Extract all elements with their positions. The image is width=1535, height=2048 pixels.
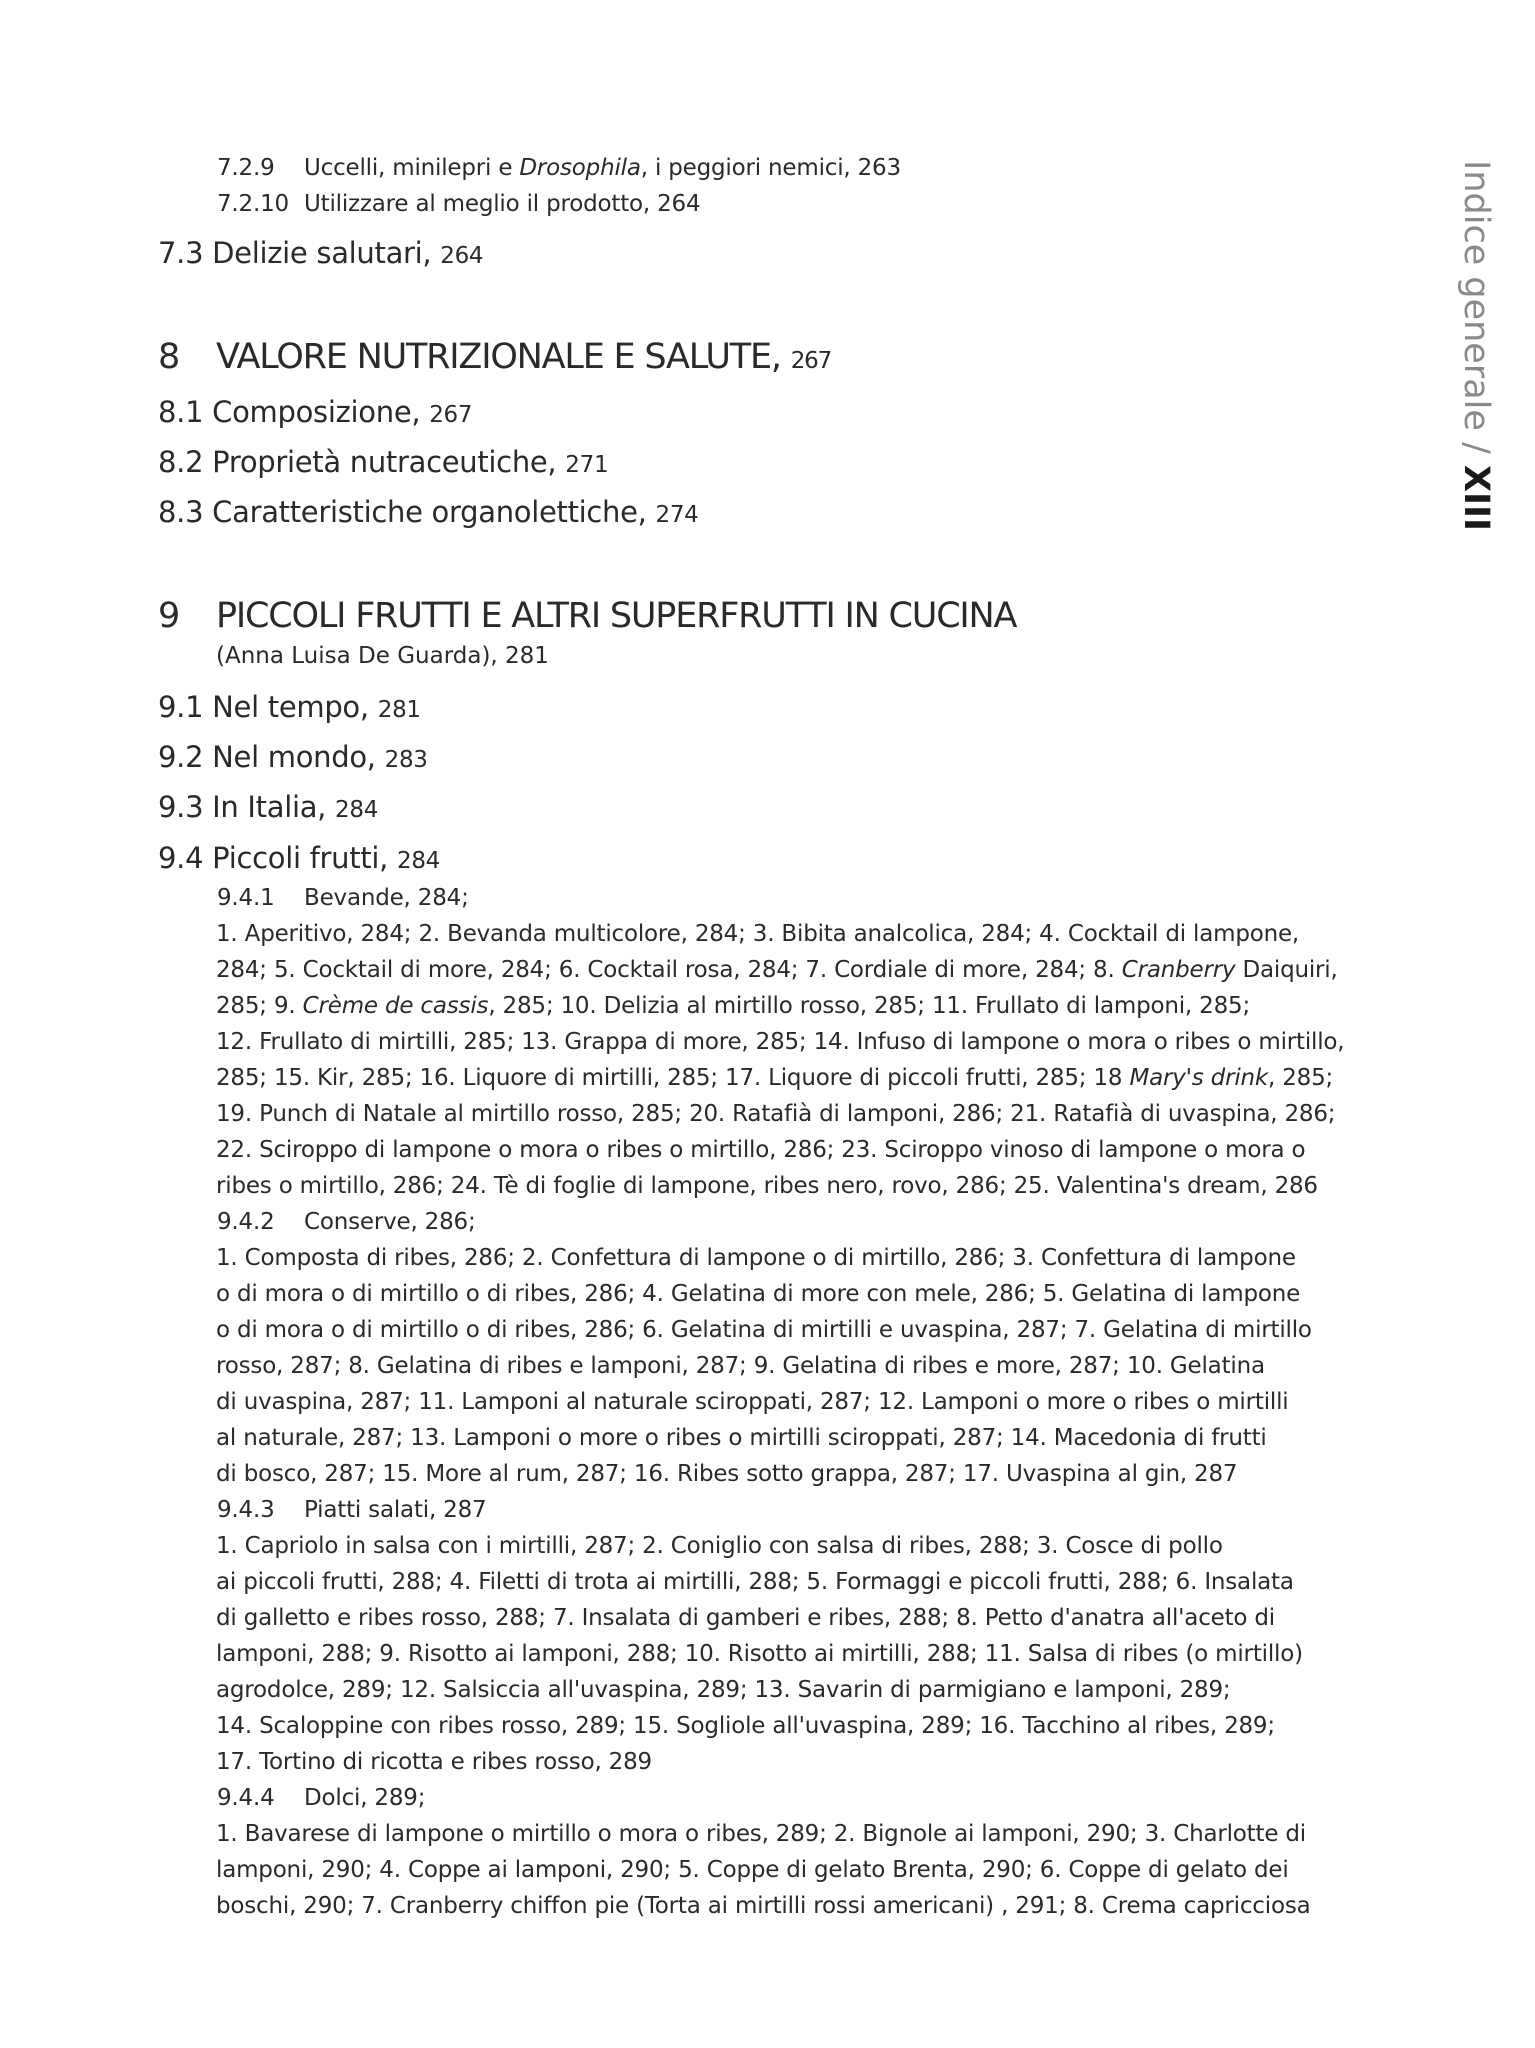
entry-number: 7.2.10 bbox=[217, 191, 289, 217]
entry-title: Nel mondo, bbox=[212, 740, 376, 774]
entry-page: 284 bbox=[335, 797, 379, 823]
entry-title: Proprietà nutraceutiche, bbox=[212, 445, 557, 479]
recipe-line: o di mora o di mirtillo o di ribes, 286; 4. Gelatina di more con mele, 286; 5. Gelatina di lampone bbox=[216, 1281, 1301, 1307]
entry-title: Nel tempo, bbox=[212, 690, 369, 724]
running-header bbox=[1452, 160, 1496, 532]
entry-title: Piatti salati, 287 bbox=[304, 1497, 487, 1523]
entry-page: 281 bbox=[377, 697, 421, 723]
recipe-line: 19. Punch di Natale al mirtillo rosso, 285; 20. Ratafià di lamponi, 286; 21. Ratafià di uvaspina, 286; bbox=[216, 1101, 1336, 1127]
toc-chapter-9 bbox=[158, 596, 1016, 636]
entry-page: 271 bbox=[565, 452, 609, 478]
entry-title: Uccelli, minilepri e bbox=[304, 155, 520, 181]
toc-entry-9-4-1 bbox=[217, 885, 469, 911]
entry-number: 9.4.1 bbox=[217, 885, 275, 911]
entry-title: Dolci, 289; bbox=[304, 1785, 426, 1811]
toc-entry-7-3 bbox=[158, 236, 483, 270]
chapter-title: PICCOLI FRUTTI E ALTRI SUPERFRUTTI IN CUCINA bbox=[216, 596, 1017, 636]
recipe-line: 285; 15. Kir, 285; 16. Liquore di mirtilli, 285; 17. Liquore di piccoli frutti, 285; 18 Mary's drink, 285; bbox=[216, 1065, 1334, 1091]
entry-number: 9.1 bbox=[158, 690, 204, 724]
recipe-line: 1. Bavarese di lampone o mirtillo o mora o ribes, 289; 2. Bignole ai lamponi, 290; 3. Charlotte di bbox=[216, 1821, 1306, 1847]
recipe-line: 285; 9. Crème de cassis, 285; 10. Delizia al mirtillo rosso, 285; 11. Frullato di lamponi, 285; bbox=[216, 993, 1251, 1019]
recipe-line: lamponi, 288; 9. Risotto ai lamponi, 288; 10. Risotto ai mirtilli, 288; 11. Salsa di ribes (o mirtillo) bbox=[216, 1641, 1303, 1667]
entry-number: 9.4.3 bbox=[217, 1497, 275, 1523]
recipe-line: di galletto e ribes rosso, 288; 7. Insalata di gamberi e ribes, 288; 8. Petto d'anatra all'aceto di bbox=[216, 1605, 1275, 1631]
entry-number: 8.2 bbox=[158, 445, 204, 479]
entry-number: 7.3 bbox=[158, 236, 204, 270]
page-number: XIII bbox=[1456, 465, 1496, 532]
recipe-line: o di mora o di mirtillo o di ribes, 286; 6. Gelatina di mirtilli e uvaspina, 287; 7. Gelatina di mirtillo bbox=[216, 1317, 1312, 1343]
entry-number: 7.2.9 bbox=[217, 155, 275, 181]
toc-entry-9-4-2 bbox=[217, 1209, 476, 1235]
recipe-line: 12. Frullato di mirtilli, 285; 13. Grappa di more, 285; 14. Infuso di lampone o mora o ribes o mirtillo, bbox=[216, 1029, 1345, 1055]
toc-entry-8-2 bbox=[158, 445, 608, 479]
entry-title: Caratteristiche organolettiche, bbox=[212, 495, 647, 529]
toc-entry-9-4-4 bbox=[217, 1785, 425, 1811]
entry-number: 9.3 bbox=[158, 790, 204, 824]
running-header-separator: / bbox=[1456, 442, 1496, 454]
recipe-line: al naturale, 287; 13. Lamponi o more o ribes o mirtilli sciroppati, 287; 14. Macedonia di frutti bbox=[216, 1425, 1267, 1451]
recipe-line: 14. Scaloppine con ribes rosso, 289; 15. Sogliole all'uvaspina, 289; 16. Tacchino al ribes, 289; bbox=[216, 1713, 1275, 1739]
entry-number: 9.4.4 bbox=[217, 1785, 275, 1811]
entry-title: Piccoli frutti, bbox=[212, 841, 389, 875]
entry-number: 9.4.2 bbox=[217, 1209, 275, 1235]
toc-entry-7-2-9 bbox=[217, 155, 901, 181]
recipe-line: lamponi, 290; 4. Coppe ai lamponi, 290; 5. Coppe di gelato Brenta, 290; 6. Coppe di gelato dei bbox=[216, 1857, 1289, 1883]
entry-title: Conserve, 286; bbox=[304, 1209, 476, 1235]
recipe-line: 1. Aperitivo, 284; 2. Bevanda multicolore, 284; 3. Bibita analcolica, 284; 4. Cocktail di lampone, bbox=[216, 921, 1300, 947]
toc-chapter-8 bbox=[158, 337, 831, 377]
entry-number: 9.4 bbox=[158, 841, 204, 875]
toc-entry-9-4-3 bbox=[217, 1497, 486, 1523]
recipe-line: 1. Capriolo in salsa con i mirtilli, 287; 2. Coniglio con salsa di ribes, 288; 3. Cosce di pollo bbox=[216, 1533, 1223, 1559]
entry-page: 283 bbox=[384, 747, 428, 773]
entry-title: In Italia, bbox=[212, 790, 327, 824]
chapter-number: 8 bbox=[158, 337, 180, 377]
entry-page: 274 bbox=[655, 502, 699, 528]
chapter-page: 267 bbox=[790, 348, 832, 374]
entry-title-italic: Drosophila bbox=[519, 155, 641, 181]
recipe-line: ai piccoli frutti, 288; 4. Filetti di trota ai mirtilli, 288; 5. Formaggi e piccoli frutti, 288; 6. Insalata bbox=[216, 1569, 1294, 1595]
entry-page: 267 bbox=[429, 402, 473, 428]
entry-title: Utilizzare al meglio il prodotto, 264 bbox=[304, 191, 701, 217]
entry-number: 8.1 bbox=[158, 395, 204, 429]
toc-entry-9-2 bbox=[158, 740, 428, 774]
recipe-line: 1. Composta di ribes, 286; 2. Confettura di lampone o di mirtillo, 286; 3. Confettura di lampone bbox=[216, 1245, 1296, 1271]
entry-number: 8.3 bbox=[158, 495, 204, 529]
entry-page: 264 bbox=[440, 243, 484, 269]
chapter-title: VALORE NUTRIZIONALE E SALUTE, bbox=[216, 337, 781, 377]
entry-number: 9.2 bbox=[158, 740, 204, 774]
toc-entry-9-4 bbox=[158, 841, 440, 875]
chapter-author: (Anna Luisa De Guarda), 281 bbox=[216, 643, 549, 669]
entry-title-tail: , i peggiori nemici, 263 bbox=[640, 155, 901, 181]
recipe-line: rosso, 287; 8. Gelatina di ribes e lamponi, 287; 9. Gelatina di ribes e more, 287; 10. Gelatina bbox=[216, 1353, 1265, 1379]
entry-title: Bevande, 284; bbox=[304, 885, 469, 911]
toc-entry-9-1 bbox=[158, 690, 421, 724]
recipe-line: boschi, 290; 7. Cranberry chiffon pie (Torta ai mirtilli rossi americani) , 291; 8. Crema capricciosa bbox=[216, 1893, 1311, 1919]
recipe-line: 284; 5. Cocktail di more, 284; 6. Cocktail rosa, 284; 7. Cordiale di more, 284; 8. Cranberry Daiquiri, bbox=[216, 957, 1338, 983]
recipe-line: 22. Sciroppo di lampone o mora o ribes o mirtillo, 286; 23. Sciroppo vinoso di lampone o mora o bbox=[216, 1137, 1306, 1163]
chapter-number: 9 bbox=[158, 596, 180, 636]
recipe-line: agrodolce, 289; 12. Salsiccia all'uvaspina, 289; 13. Savarin di parmigiano e lamponi, 289; bbox=[216, 1677, 1231, 1703]
running-header-title: Indice generale bbox=[1456, 160, 1496, 431]
entry-page: 284 bbox=[396, 848, 440, 874]
recipe-line: di uvaspina, 287; 11. Lamponi al naturale sciroppati, 287; 12. Lamponi o more o ribes o mirtilli bbox=[216, 1389, 1289, 1415]
recipe-line: 17. Tortino di ricotta e ribes rosso, 289 bbox=[216, 1749, 652, 1775]
entry-title: Composizione, bbox=[212, 395, 421, 429]
toc-entry-8-1 bbox=[158, 395, 472, 429]
toc-entry-7-2-10 bbox=[217, 191, 700, 217]
recipe-line: di bosco, 287; 15. More al rum, 287; 16. Ribes sotto grappa, 287; 17. Uvaspina al gin, 287 bbox=[216, 1461, 1238, 1487]
recipe-line: ribes o mirtillo, 286; 24. Tè di foglie di lampone, ribes nero, rovo, 286; 25. Valentina's dream, 286 bbox=[216, 1173, 1318, 1199]
toc-entry-8-3 bbox=[158, 495, 699, 529]
toc-entry-9-3 bbox=[158, 790, 378, 824]
entry-title: Delizie salutari, bbox=[212, 236, 432, 270]
